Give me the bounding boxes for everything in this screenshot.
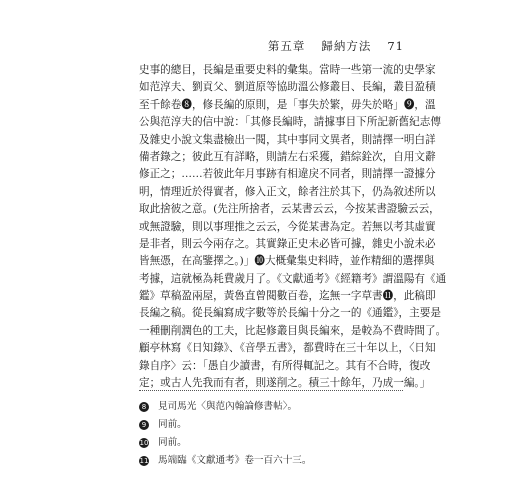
text-line: 定；或古人先我而有者，則遂削之。積三十餘年，乃成一編。」 <box>139 377 431 390</box>
page-number: 71 <box>387 39 404 53</box>
text-line: 明，情理近於得實者，修入正文，餘者注於其下，仍為敘述所以 <box>139 185 436 198</box>
text-line: 鑑》草稿盈兩屋，黃魯直曾閱數百卷，迄無一字草書⓫，此稿即 <box>139 290 436 303</box>
footnote-marker: 10 <box>139 439 149 447</box>
section-title: 歸納方法 <box>321 39 372 53</box>
text-line: 或無證驗，則以事理推之云云，今從某書為定。若無以考其虛實 <box>139 220 436 233</box>
text-line: 皆無憑，在高鑒擇之。)」❿大概彙集史料時，並作精細的選擇與 <box>139 255 435 268</box>
footnote <box>139 416 403 434</box>
text-line: 至千餘卷❽，修長編的原則，是「事失於繁，毋失於略」❾，溫 <box>139 98 436 111</box>
footnote-separator <box>139 390 403 391</box>
text-line: 及雜史小說文集盡檢出一閱，其中事同文異者，則請擇一明白詳 <box>139 133 436 146</box>
text-line: 取此捨彼之意。(先注所捨者，云某書云云，今按某書證驗云云， <box>139 203 440 216</box>
text-line: 是非者，則云今兩存之。其實錄正史未必皆可據，雜史小說未必 <box>139 237 436 250</box>
text-line: 備者錄之；彼此互有詳略，則請左右采獲，錯綜銓次，自用文辭 <box>139 150 436 163</box>
text-line: 史事的總目，長編是重要史料的彙集。當時一些第一流的史學家 <box>139 64 436 76</box>
text-line: 如范淳夫、劉貢父、劉道原等協助溫公修叢目、長編，叢目盈積 <box>139 81 436 94</box>
text-line: 顧亭林寫《日知錄》、《音學五書》，都費時在三十年以上，〈日知 <box>139 342 436 355</box>
footnote-text: 見司馬光〈與范內翰論修書帖〉。 <box>158 401 298 412</box>
footnotes <box>139 398 403 470</box>
footnote-text: 同前。 <box>158 419 187 430</box>
footnote-marker: 8 <box>139 402 149 412</box>
footnote-marker: 11 <box>139 457 149 465</box>
text-line: 一種刪削潤色的工夫，比起修叢目與長編來，是較為不費時間了。 <box>139 324 447 337</box>
text-line: 公與范淳夫的信中說：「其修長編時，請據事目下所記新舊紀志傳 <box>139 116 441 129</box>
chapter-label: 第五章 <box>267 39 306 53</box>
footnote <box>139 434 403 452</box>
footnote <box>139 452 403 470</box>
text-line: 修正之；……若彼此年月事跡有相違戾不同者，則請擇一證據分 <box>139 168 436 181</box>
text-line: 考據，這就極為耗費歲月了。《文獻通考》《經籍考》謂溫陽有《通 <box>139 272 447 285</box>
footnote-text: 馬端臨《文獻通考》卷一百六十三。 <box>158 455 312 466</box>
running-header <box>252 38 404 54</box>
footnote <box>139 398 403 416</box>
text-line: 錄自序〉云：「愚自少讀書，有所得輒記之。其有不合時，復改 <box>139 359 431 372</box>
main-text <box>139 62 447 392</box>
footnote-text: 同前。 <box>158 437 187 448</box>
footnote-marker: 9 <box>139 420 149 430</box>
text-line: 長編之稿。從長編寫成字數等於長編十分之一的《通鑑》，主要是 <box>139 307 441 320</box>
